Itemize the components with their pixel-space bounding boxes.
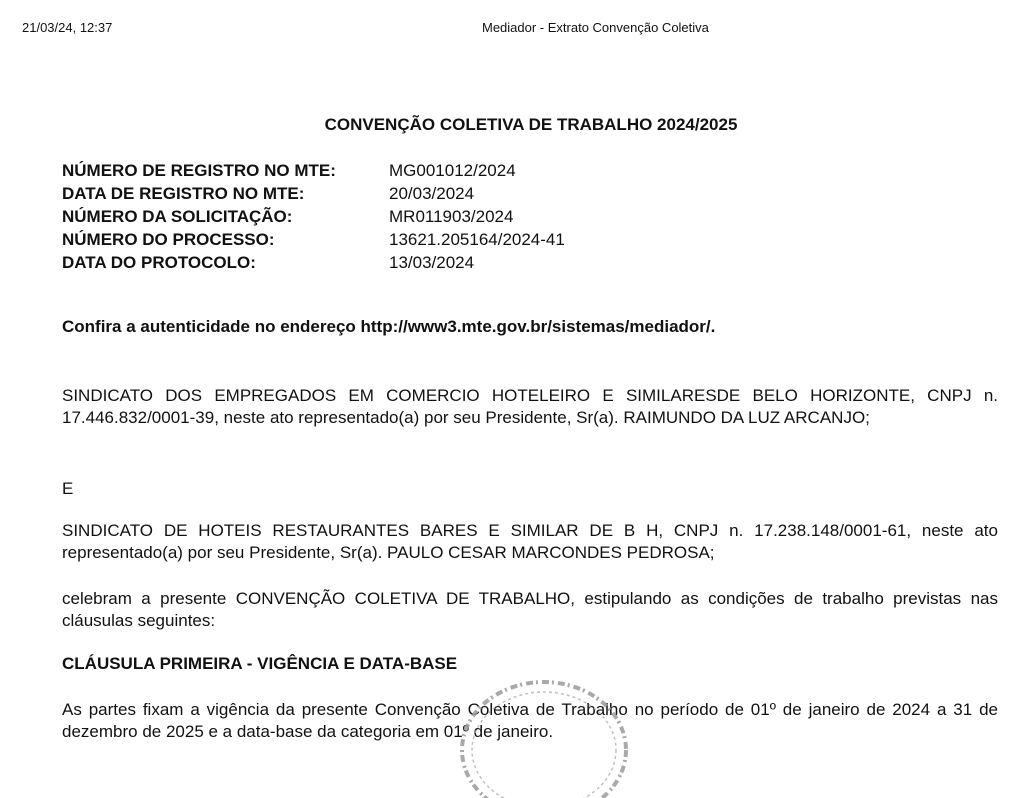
registry-value: 20/03/2024 (389, 184, 475, 203)
registry-row-protocol-date (62, 251, 565, 274)
registry-label: NÚMERO DA SOLICITAÇÃO: (62, 207, 293, 226)
agreement-paragraph: celebram a presente CONVENÇÃO COLETIVA DE TRABALHO, estipulando as condições de trabalho previstas nas cláusulas seguintes: (62, 589, 998, 630)
registry-label: DATA DO PROTOCOLO: (62, 253, 256, 272)
registry-label: NÚMERO DE REGISTRO NO MTE: (62, 161, 336, 180)
clause-one-title: CLÁUSULA PRIMEIRA - VIGÊNCIA E DATA-BASE (62, 654, 458, 673)
print-datetime: 21/03/24, 12:37 (22, 20, 113, 35)
registry-row-registration-date (62, 182, 565, 205)
registry-row-request-number (62, 205, 565, 228)
registry-value: 13621.205164/2024-41 (389, 230, 565, 249)
registry-value: 13/03/2024 (389, 253, 475, 272)
registry-value: MG001012/2024 (389, 161, 516, 180)
registry-info (62, 159, 565, 274)
clause-one-text: As partes fixam a vigência da presente Convenção Coletiva de Trabalho no período de 01º de janeiro de 2024 a 31 de dezembro de 2025 e a data-base da categoria em 01º de janeiro. (62, 700, 998, 741)
print-page-title: Mediador - Extrato Convenção Coletiva (482, 20, 709, 35)
document-title: CONVENÇÃO COLETIVA DE TRABALHO 2024/2025 (324, 115, 738, 134)
registry-row-process-number (62, 228, 565, 251)
party-two-paragraph: SINDICATO DE HOTEIS RESTAURANTES BARES E SIMILAR DE B H, CNPJ n. 17.238.148/0001-61, neste ato representado(a) por seu Presidente, Sr(a). PAULO CESAR MARCONDES PEDROSA; (62, 521, 998, 562)
party-one-paragraph: SINDICATO DOS EMPREGADOS EM COMERCIO HOTELEIRO E SIMILARESDE BELO HORIZONTE, CNPJ n. 17.446.832/0001-39, neste ato representado(a) por seu Presidente, Sr(a). RAIMUNDO DA LUZ ARCANJO; (62, 386, 998, 427)
conjunction-text: E (62, 479, 74, 498)
registry-label: DATA DE REGISTRO NO MTE: (62, 184, 305, 203)
registry-row-registration-number (62, 159, 565, 182)
registry-label: NÚMERO DO PROCESSO: (62, 230, 275, 249)
registry-value: MR011903/2024 (389, 207, 514, 226)
authenticity-notice: Confira a autenticidade no endereço http://www3.mte.gov.br/sistemas/mediador/. (62, 317, 716, 336)
